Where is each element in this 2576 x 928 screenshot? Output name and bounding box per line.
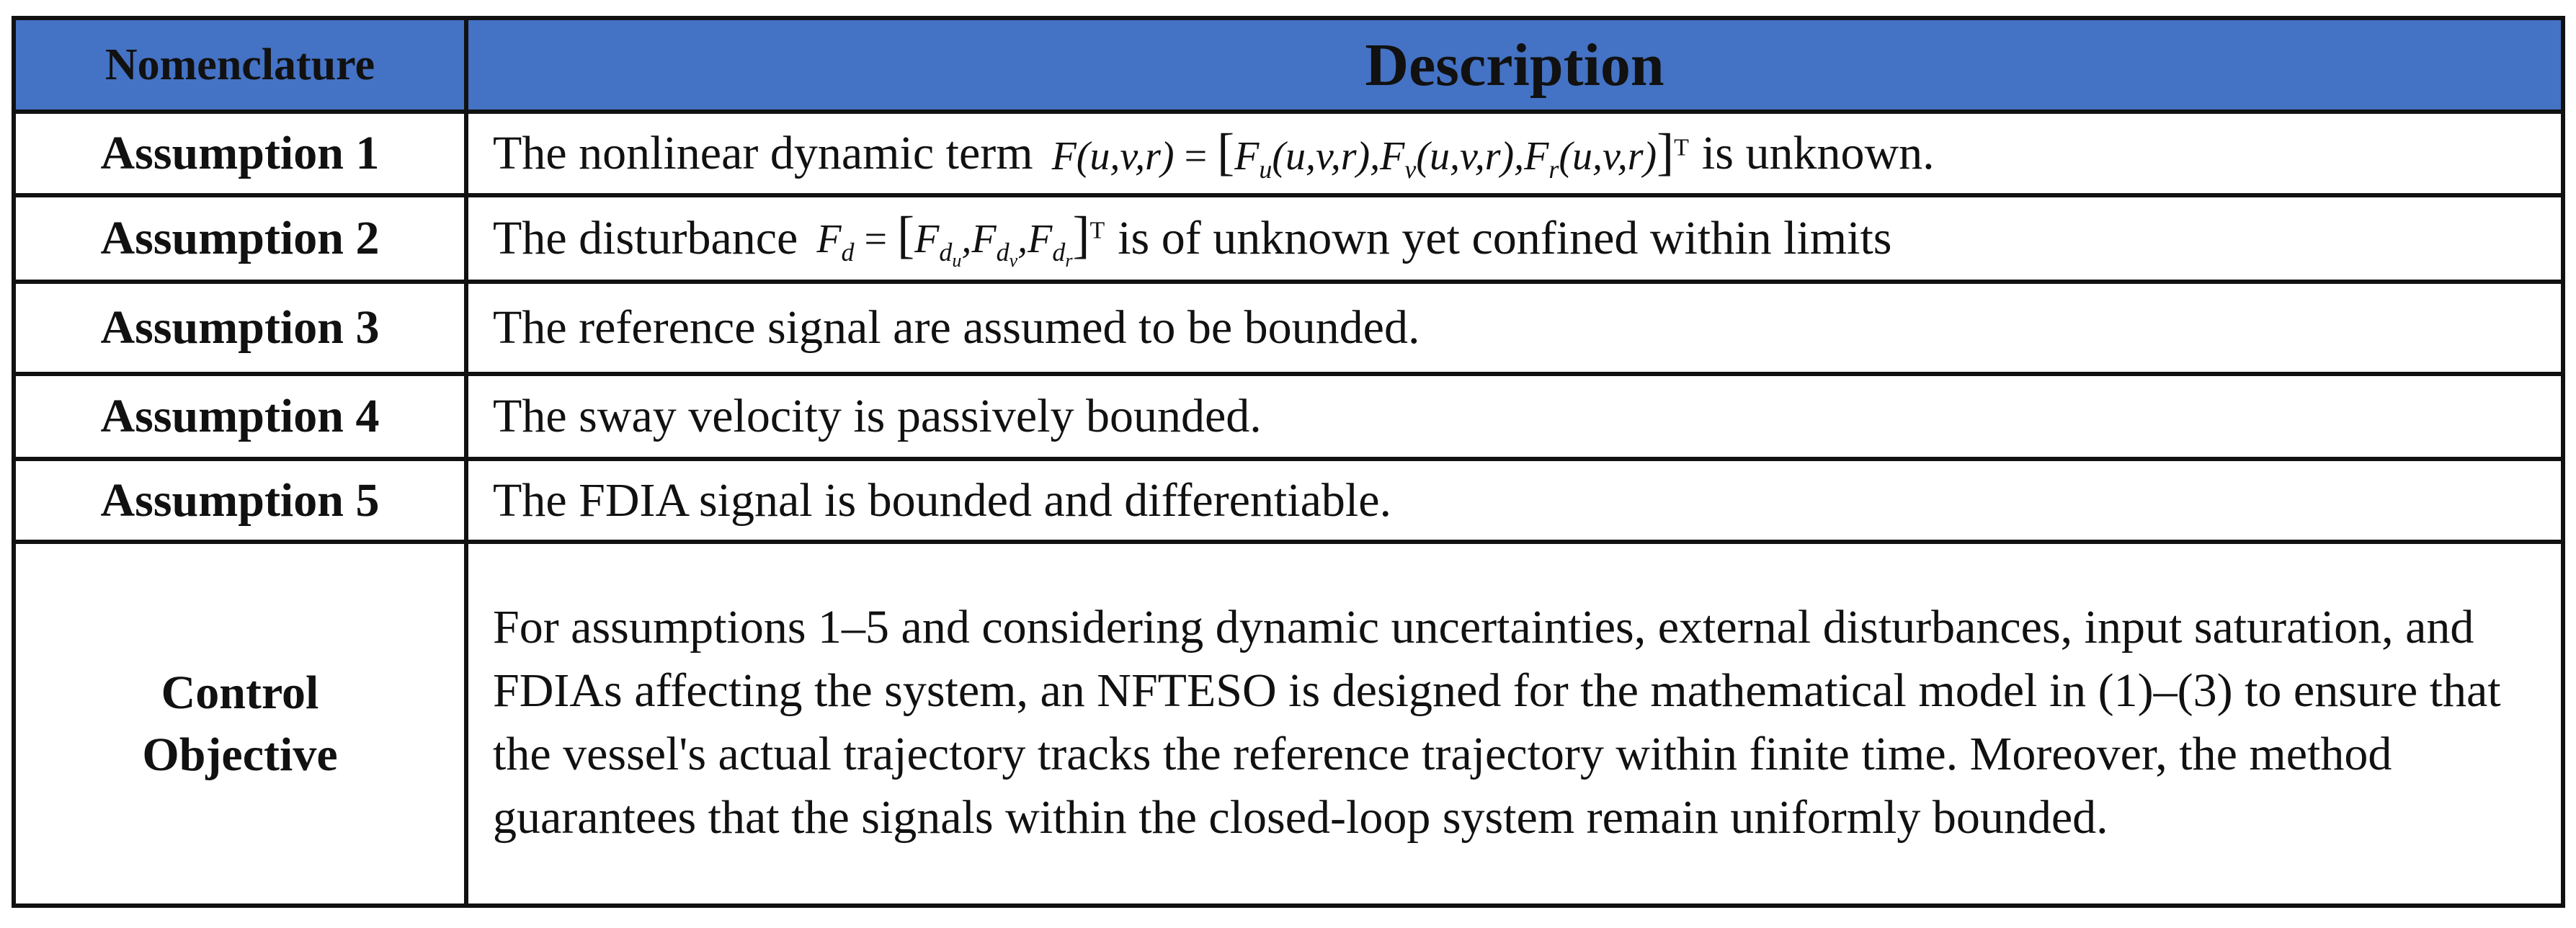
row-description-assumption-5: The FDIA signal is bounded and differentiable. [468, 461, 2561, 544]
row-description-assumption-2 [468, 197, 2561, 284]
control-objective-label-line1: Control [161, 666, 319, 719]
control-objective-label-line2: Objective [142, 728, 338, 781]
row-description-assumption-1 [468, 114, 2561, 197]
assumption-2-formula: $F_d = [F_{d_u},F_{d_v},F_{d_r}]^T$ [816, 205, 1105, 272]
assumption-1-formula: $F(u,v,r) = [F_u(u,v,r),F_v(u,v,r),F_r(u,v,r)]^T$ [1051, 122, 1689, 184]
header-nomenclature: Nomenclature [16, 20, 468, 114]
row-label-assumption-1: Assumption 1 [16, 114, 468, 197]
header-description: Description [468, 20, 2561, 114]
row-label-assumption-4: Assumption 4 [16, 376, 468, 461]
row-description-assumption-3: The reference signal are assumed to be bounded. [468, 284, 2561, 376]
row-label-assumption-5: Assumption 5 [16, 461, 468, 544]
row-label-assumption-2: Assumption 2 [16, 197, 468, 284]
row-label-assumption-3: Assumption 3 [16, 284, 468, 376]
assumption-2-text-after: is of unknown yet confined within limits [1118, 212, 1892, 264]
assumption-2-text-before: The disturbance [493, 212, 798, 264]
nomenclature-table [12, 16, 2565, 908]
row-label-control-objective [16, 544, 468, 904]
assumption-1-text-after: is unknown. [1701, 127, 1935, 179]
assumption-1-text-before: The nonlinear dynamic term [493, 127, 1033, 179]
row-description-assumption-4: The sway velocity is passively bounded. [468, 376, 2561, 461]
row-description-control-objective: For assumptions 1–5 and considering dynamic uncertainties, external disturbances, input saturation, and FDIAs affecting the system, an NFTESO is designed for the mathematical model in (1)–(3) to ensure that the vessel's actual trajectory tracks the reference trajectory within finite time. Moreover, the method guarantees that the signals within the closed-loop system remain uniformly bounded. [493, 600, 2501, 844]
